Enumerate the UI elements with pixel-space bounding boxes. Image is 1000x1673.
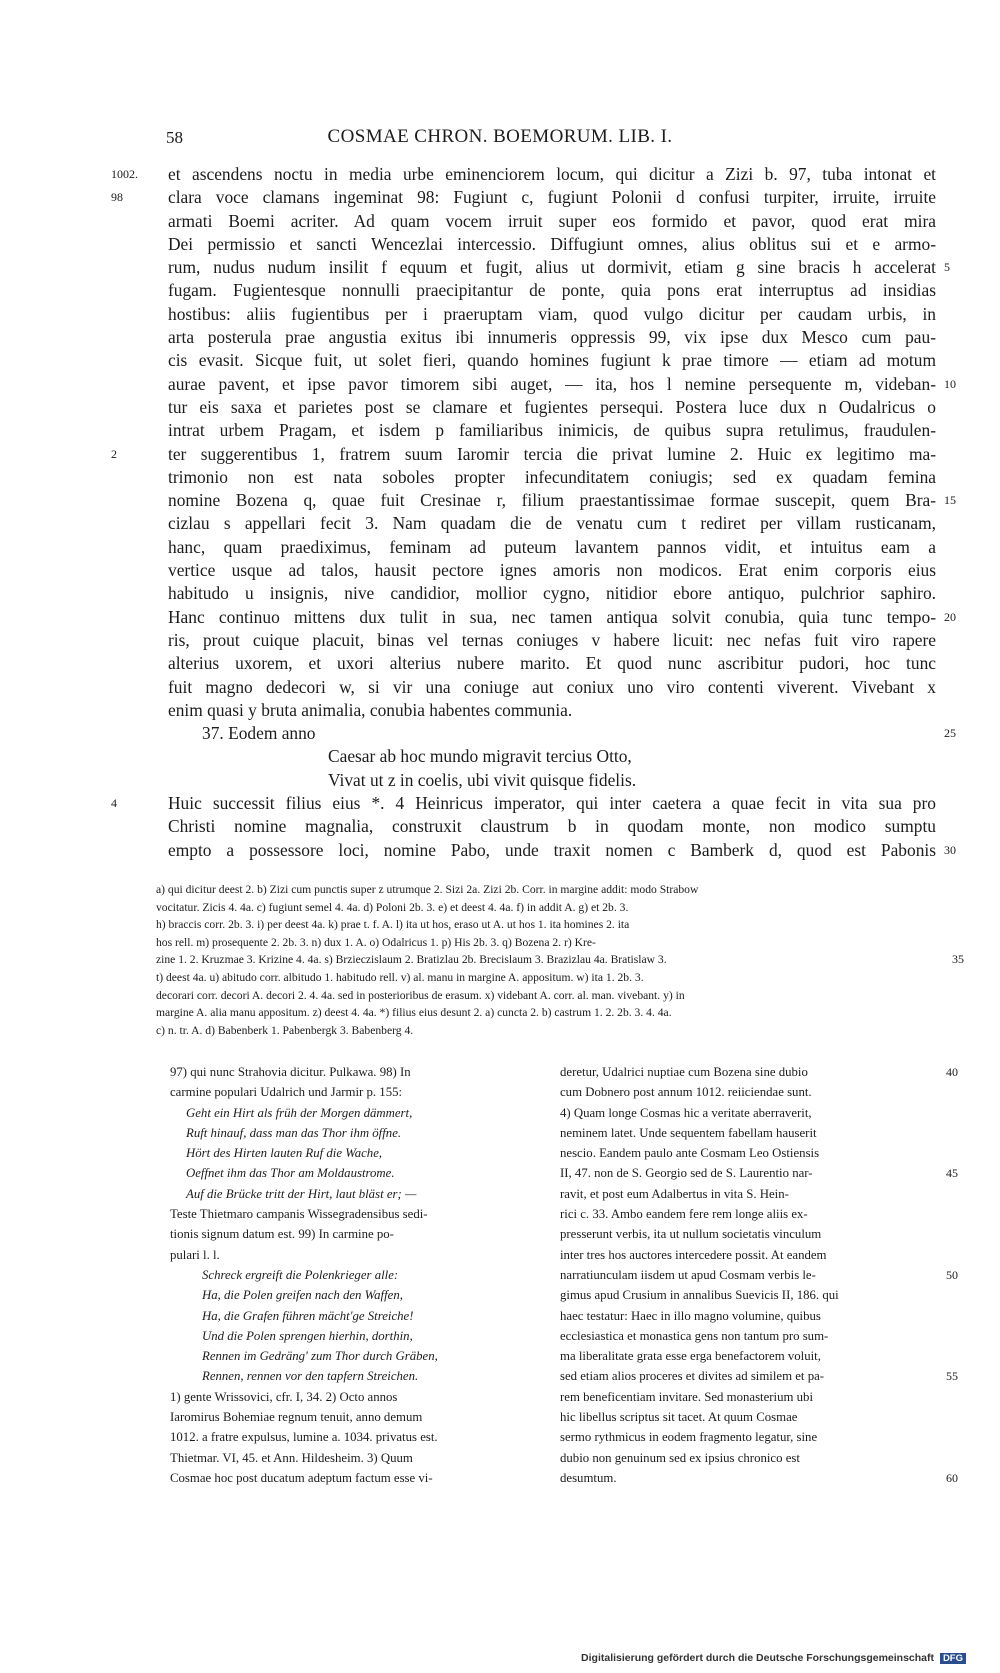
text-line (168, 419, 936, 442)
text-line (168, 676, 936, 699)
line-text: Hört des Hirten lauten Ruf die Wache, (186, 1146, 383, 1161)
line-text: rici c. 33. Ambo eandem fere rem longe aliis ex- (560, 1207, 808, 1222)
footnote-line (170, 1407, 542, 1427)
page-number: 58 (166, 128, 183, 147)
footnote-line (170, 1062, 542, 1082)
line-text: inter tres hos auctores intercedere possit. At eandem (560, 1247, 827, 1262)
line-text: nomine Bozena q, quae fuit Cresinae r, filium praestantissimae formae suscepit, quem Bra- (168, 490, 936, 511)
line-text: clara voce clamans ingeminat 98: Fugiunt c, fugiunt Polonii d confusi turpiter, irruite, irruite (168, 187, 936, 208)
line-text: Schreck ergreift die Polenkrieger alle: (202, 1267, 399, 1282)
line-text: ter suggerentibus 1, fratrem suum Iaromir tercia die privat lumine 2. Huic ex legitimo ma- (168, 443, 936, 464)
line-text: desumtum. (560, 1470, 617, 1485)
line-text: hostibus: aliis fugientibus per i praeruptam viam, quod vulgo dicitur per caudam urbis, in (168, 303, 936, 324)
margin-number: 98 (111, 190, 123, 205)
line-text: deretur, Udalrici nuptiae cum Bozena sine dubio (560, 1065, 808, 1079)
line-text: Geht ein Hirt als früh der Morgen dämmert, (186, 1105, 413, 1120)
footnote-line (560, 1204, 934, 1224)
line-text: et ascendens noctu in media urbe eminenciorem locum, qui dicitur a Zizi b. 97, tuba intonat et (168, 164, 936, 184)
line-text: Rennen im Gedräng' zum Thor durch Gräben, (202, 1349, 438, 1364)
line-text: sed etiam alios proceres et divites ad similem et pa- (560, 1369, 825, 1384)
line-text: gimus apud Crusium in annalibus Suevicis II, 186. qui (560, 1288, 839, 1303)
main-text (111, 163, 956, 862)
line-text: Ruft hinauf, dass man das Thor ihm öffne. (186, 1125, 402, 1140)
chapter-heading (168, 722, 956, 745)
text-line (168, 279, 936, 302)
line-text: hic libellus scriptus sit tacet. At quum Cosmae (560, 1410, 798, 1425)
apparatus-line (156, 987, 938, 1005)
line-number: 50 (946, 1267, 958, 1282)
verse-line (168, 745, 936, 768)
footnote-line (170, 1265, 542, 1285)
line-number: 25 (944, 726, 956, 741)
line-text: Cosmae hoc post ducatum adeptum factum esse vi- (170, 1470, 433, 1485)
line-text: neminem latet. Unde sequentem fabellam hauserit (560, 1125, 817, 1140)
line-number: 55 (946, 1369, 958, 1384)
footnote-line (560, 1468, 958, 1488)
line-text: cum Dobnero post annum 1012. reiiciendae sunt. (560, 1085, 812, 1100)
apparatus-line (156, 881, 938, 899)
text-line (168, 489, 956, 512)
line-text: Ha, die Grafen führen mächt'ge Streiche! (202, 1308, 414, 1323)
line-text: pulari l. l. (170, 1247, 220, 1262)
line-text: habitudo u insignis, nive candidior, mollior cygno, nitidior ebore antiquo, pulchrior saphiro. (168, 583, 936, 604)
line-text: II, 47. non de S. Georgio sed de S. Laurentio nar- (560, 1166, 813, 1181)
text-line (168, 349, 936, 372)
line-text: fugam. Fugientesque nonnulli praecipitantur de ponte, quia pons erat interruptus ad insidias (168, 280, 936, 301)
text-line (168, 582, 936, 605)
line-text: Huic successit filius eius *. 4 Heinricus imperator, qui inter caetera a quae fecit in vita sua pro (168, 793, 936, 814)
line-text: tur eis saxa et parietes post se clamare et fugientes persequi. Postera luce dux n Oudalricus o (168, 396, 936, 417)
footnote-line (560, 1103, 934, 1123)
line-text: 37. Eodem anno (202, 723, 316, 744)
line-text: Oeffnet ihm das Thor am Moldaustrome. (186, 1166, 395, 1181)
line-text: 1) gente Wrissovici, cfr. I, 34. 2) Octo annos (170, 1389, 398, 1404)
footnote-line (560, 1285, 934, 1305)
footnote-line (560, 1163, 958, 1183)
line-text: presserunt verbis, ita ut nullum societatis vinculum (560, 1227, 822, 1242)
line-text: alterius uxorem, et uxori alterius nubere marito. Et quod nunc ascribitur pudori, hoc tunc (168, 653, 936, 674)
line-text: c) n. tr. A. d) Babenberk 1. Pabenbergk 3. Babenberg 4. (156, 1023, 414, 1037)
line-text: h) braccis corr. 2b. 3. i) per deest 4a. k) prae t. f. A. l) ita ut hos, eraso ut A. ut hos 1. ita homines 2. ita (156, 918, 630, 932)
apparatus-line (156, 916, 938, 934)
line-number: 45 (946, 1166, 958, 1181)
line-text: 97) qui nunc Strahovia dicitur. Pulkawa. 98) In (170, 1065, 411, 1079)
line-text: Auf die Brücke tritt der Hirt, laut bläst er; — (186, 1186, 417, 1201)
footnote-line (560, 1082, 934, 1102)
line-text: ma liberalitate grata esse erga benefactorem voluit, (560, 1349, 821, 1364)
line-text: narratiunculam iisdem ut apud Cosmam verbis le- (560, 1267, 816, 1282)
line-text: sermo rythmicus in eodem fragmento legatur, sine (560, 1430, 818, 1445)
line-text: trimonio non est nata soboles propter infecunditatem coniugis; sed ex quadam femina (168, 466, 936, 487)
text-line (168, 466, 936, 489)
critical-apparatus (156, 881, 964, 1039)
footnote-line (560, 1062, 958, 1082)
footnote-line (560, 1123, 934, 1143)
footnotes-right-column (560, 1062, 958, 1488)
line-text: Teste Thietmaro campanis Wissegradensibus sedi- (170, 1207, 428, 1222)
text-line (168, 210, 936, 233)
text-line (168, 536, 936, 559)
line-text: decorari corr. decori A. decori 2. 4. 4a. sed in posterioribus de erasum. x) videbant A. corr. al. man. vivebant. y) in (156, 988, 685, 1002)
footnote-line (560, 1326, 934, 1346)
text-line (111, 163, 936, 186)
footnote-line (560, 1224, 934, 1244)
line-text: Christi nomine magnalia, construxit claustrum b in quodam monte, non modico sumptu (168, 816, 936, 837)
text-line (168, 606, 956, 629)
page-header (0, 124, 1000, 154)
line-text: Iaromirus Bohemiae regnum tenuit, anno demum (170, 1410, 423, 1425)
line-text: nescio. Eandem paulo ante Cosmam Leo Ostiensis (560, 1146, 820, 1161)
text-line (111, 186, 936, 209)
line-number: 10 (944, 376, 956, 391)
line-text: zine 1. 2. Kruzmae 3. Krizine 4. 4a. s) Brzieczislaum 2. Bratizlau 2b. Brecislaum 3. Brazizlau 4a. Bratislaw 3. (156, 953, 667, 967)
apparatus-line (156, 951, 964, 969)
footnote-line (170, 1448, 542, 1468)
footnote-line (170, 1123, 542, 1143)
line-text: rum, nudus nudum insilit f equum et fugit, alius ut dormivit, etiam g sine bracis h accelerat (168, 257, 936, 278)
footnote-line (560, 1265, 958, 1285)
text-line (168, 512, 936, 535)
footnote-line (170, 1326, 542, 1346)
line-text: ravit, et post eum Adalbertus in vita S. Hein- (560, 1186, 789, 1201)
footnote-line (170, 1285, 542, 1305)
line-text: t) deest 4a. u) abitudo corr. albitudo 1. habitudo rell. v) al. manu in margine A. appositum. w) ita 1. 2b. 3. (156, 970, 644, 984)
line-text: fuit magno dedecori w, si vir una coniuge aut coniux uno viro contenti viverent. Vivebant x (168, 676, 936, 697)
line-text: intrat urbem Pragam, et isdem p familiaribus inimicis, de quibus supra retulimus, fraudulen- (168, 420, 936, 441)
line-text: Ha, die Polen greifen nach den Waffen, (202, 1288, 403, 1303)
text-line (168, 629, 936, 652)
text-line (168, 256, 950, 279)
line-text: vocitatur. Zicis 4. 4a. c) fugiunt semel 4. 4a. d) Poloni 2b. 3. e) et deest 4. 4a. f) in addit A. g) et 2b. 3. (156, 900, 629, 914)
apparatus-line (156, 1022, 938, 1040)
apparatus-line (156, 1004, 938, 1022)
footnote-line (560, 1346, 934, 1366)
line-text: hanc, quam praediximus, feminam ad puteum lavantem pannos vidit, et intuitus eam a (168, 536, 936, 557)
text-line (168, 233, 936, 256)
text-line (168, 396, 936, 419)
line-text: 4) Quam longe Cosmas hic a veritate aberraverit, (560, 1105, 812, 1120)
footnote-line (560, 1387, 934, 1407)
footnote-line (170, 1245, 542, 1265)
funding-footer (581, 1652, 966, 1664)
running-title: COSMAE CHRON. BOEMORUM. LIB. I. (327, 126, 673, 147)
line-text: dubio non genuinum sed ex ipsius chronico est (560, 1450, 800, 1465)
footnote-line (560, 1306, 934, 1326)
line-text: ris, prout cuique placuit, binas vel ternas coniuges v habere licuit: nec nefas fuit viro rapere (168, 629, 936, 650)
line-text: Vivat ut z in coelis, ubi vivit quisque fidelis. (328, 769, 637, 790)
line-text: margine A. alia manu appositum. z) deest 4. 4a. *) filius eius desunt 2. a) cuncta 2. b) castrum 1. 2. 2b. 3. 4. 4a. (156, 1006, 672, 1020)
footnote-line (560, 1366, 958, 1386)
line-text: Hanc continuo mittens dux tulit in sua, nec tamen antiqua solvit conubia, quia tunc tempo- (168, 606, 936, 627)
line-text: vertice usque ad talos, hausit pectore ignes amoris non modicos. Erat enim corporis eius (168, 560, 936, 581)
footnote-line (170, 1184, 542, 1204)
footnote-line (170, 1143, 542, 1163)
line-number: 5 (944, 260, 950, 275)
line-text: 1012. a fratre expulsus, lumine a. 1034. privatus est. (170, 1430, 438, 1445)
text-line (168, 652, 936, 675)
footnote-line (560, 1427, 934, 1447)
footnote-line (170, 1204, 542, 1224)
margin-number: 2 (111, 446, 117, 461)
line-text: Thietmar. VI, 45. et Ann. Hildesheim. 3) Quum (170, 1450, 413, 1465)
text-line (111, 443, 936, 466)
line-text: cis evasit. Sicque fuit, ut solet fieri, quando homines fugiunt k prae timore — etiam ad motum (168, 350, 936, 371)
footnote-line (560, 1245, 934, 1265)
footnote-line (560, 1184, 934, 1204)
footnotes-left-column (170, 1062, 542, 1488)
line-text: rem beneficentiam invitare. Sed monasterium ubi (560, 1389, 814, 1404)
verse-line (168, 769, 936, 792)
text-line (168, 839, 956, 862)
apparatus-line (156, 934, 938, 952)
line-text: haec testatur: Haec in illo magno volumine, quibus (560, 1308, 821, 1323)
line-text: tionis signum datum est. 99) In carmine po- (170, 1227, 394, 1242)
text-line (168, 303, 936, 326)
footnote-line (170, 1387, 542, 1407)
margin-number: 4 (111, 796, 117, 811)
apparatus-line (156, 969, 938, 987)
line-text: carmine populari Udalrich und Jarmir p. 155: (170, 1085, 403, 1100)
line-text: empto a possessore loci, nomine Pabo, unde traxit nomen c Bamberk d, quod est Pabonis (168, 839, 936, 860)
line-text: Und die Polen sprengen hierhin, dorthin, (202, 1328, 413, 1343)
line-text: arta posterula prae angustia exitus ibi innumeris oppressis 99, vix ipse dux Mesco cum pau- (168, 327, 936, 348)
text-line (168, 559, 936, 582)
footnote-line (170, 1306, 542, 1326)
footnote-line (170, 1468, 542, 1488)
line-text: Rennen, rennen vor den tapfern Streichen. (202, 1369, 419, 1384)
footnote-line (560, 1143, 934, 1163)
footnote-line (560, 1448, 934, 1468)
footer-text: Digitalisierung gefördert durch die Deutsche Forschungsgemeinschaft (581, 1652, 935, 1664)
line-number: 20 (944, 609, 956, 624)
line-text: cizlau s appellari fecit 3. Nam quadam die de venatu cum t rediret per villam rusticanam, (168, 513, 936, 534)
text-line (168, 326, 936, 349)
footnote-line (170, 1163, 542, 1183)
line-text: a) qui dicitur deest 2. b) Zizi cum punctis super z utrumque 2. Sizi 2a. Zizi 2b. Corr. in margine addit: modo Strabow (156, 883, 699, 896)
footnote-line (170, 1427, 542, 1447)
line-text: armati Boemi acriter. Ad quam vocem irruit super eos formido et pavor, quod erat mira (168, 210, 936, 231)
text-line (168, 815, 936, 838)
line-number: 35 (952, 952, 964, 967)
dfg-logo: DFG (940, 1653, 966, 1664)
line-text: hos rell. m) prosequente 2. 2b. 3. n) dux 1. A. o) Odalricus 1. p) His 2b. 3. q) Bozena 2. r) Kre- (156, 935, 596, 949)
apparatus-line (156, 899, 938, 917)
text-line (168, 373, 956, 396)
line-number: 60 (946, 1470, 958, 1485)
line-text: aurae pavent, et ipse pavor timorem sibi auget, — ita, hos l nemine persequente m, videban- (168, 373, 936, 394)
footnote-line (560, 1407, 934, 1427)
footnote-line (170, 1346, 542, 1366)
footnote-line (170, 1082, 542, 1102)
line-number: 30 (944, 842, 956, 857)
line-number: 40 (946, 1065, 958, 1079)
line-text: Caesar ab hoc mundo migravit tercius Otto, (328, 746, 632, 767)
footnote-line (170, 1103, 542, 1123)
margin-number: 1002. (111, 167, 138, 181)
text-line (168, 699, 936, 722)
line-text: ecclesiastica et monastica gens non tantum pro sum- (560, 1328, 829, 1343)
footnote-line (170, 1224, 542, 1244)
text-line (111, 792, 936, 815)
line-text: Dei permissio et sancti Wencezlai intercessio. Diffugiunt omnes, alius oblitus sui et e armo- (168, 233, 936, 254)
footnote-line (170, 1366, 542, 1386)
line-text: enim quasi y bruta animalia, conubia habentes communia. (168, 699, 573, 720)
line-number: 15 (944, 493, 956, 508)
